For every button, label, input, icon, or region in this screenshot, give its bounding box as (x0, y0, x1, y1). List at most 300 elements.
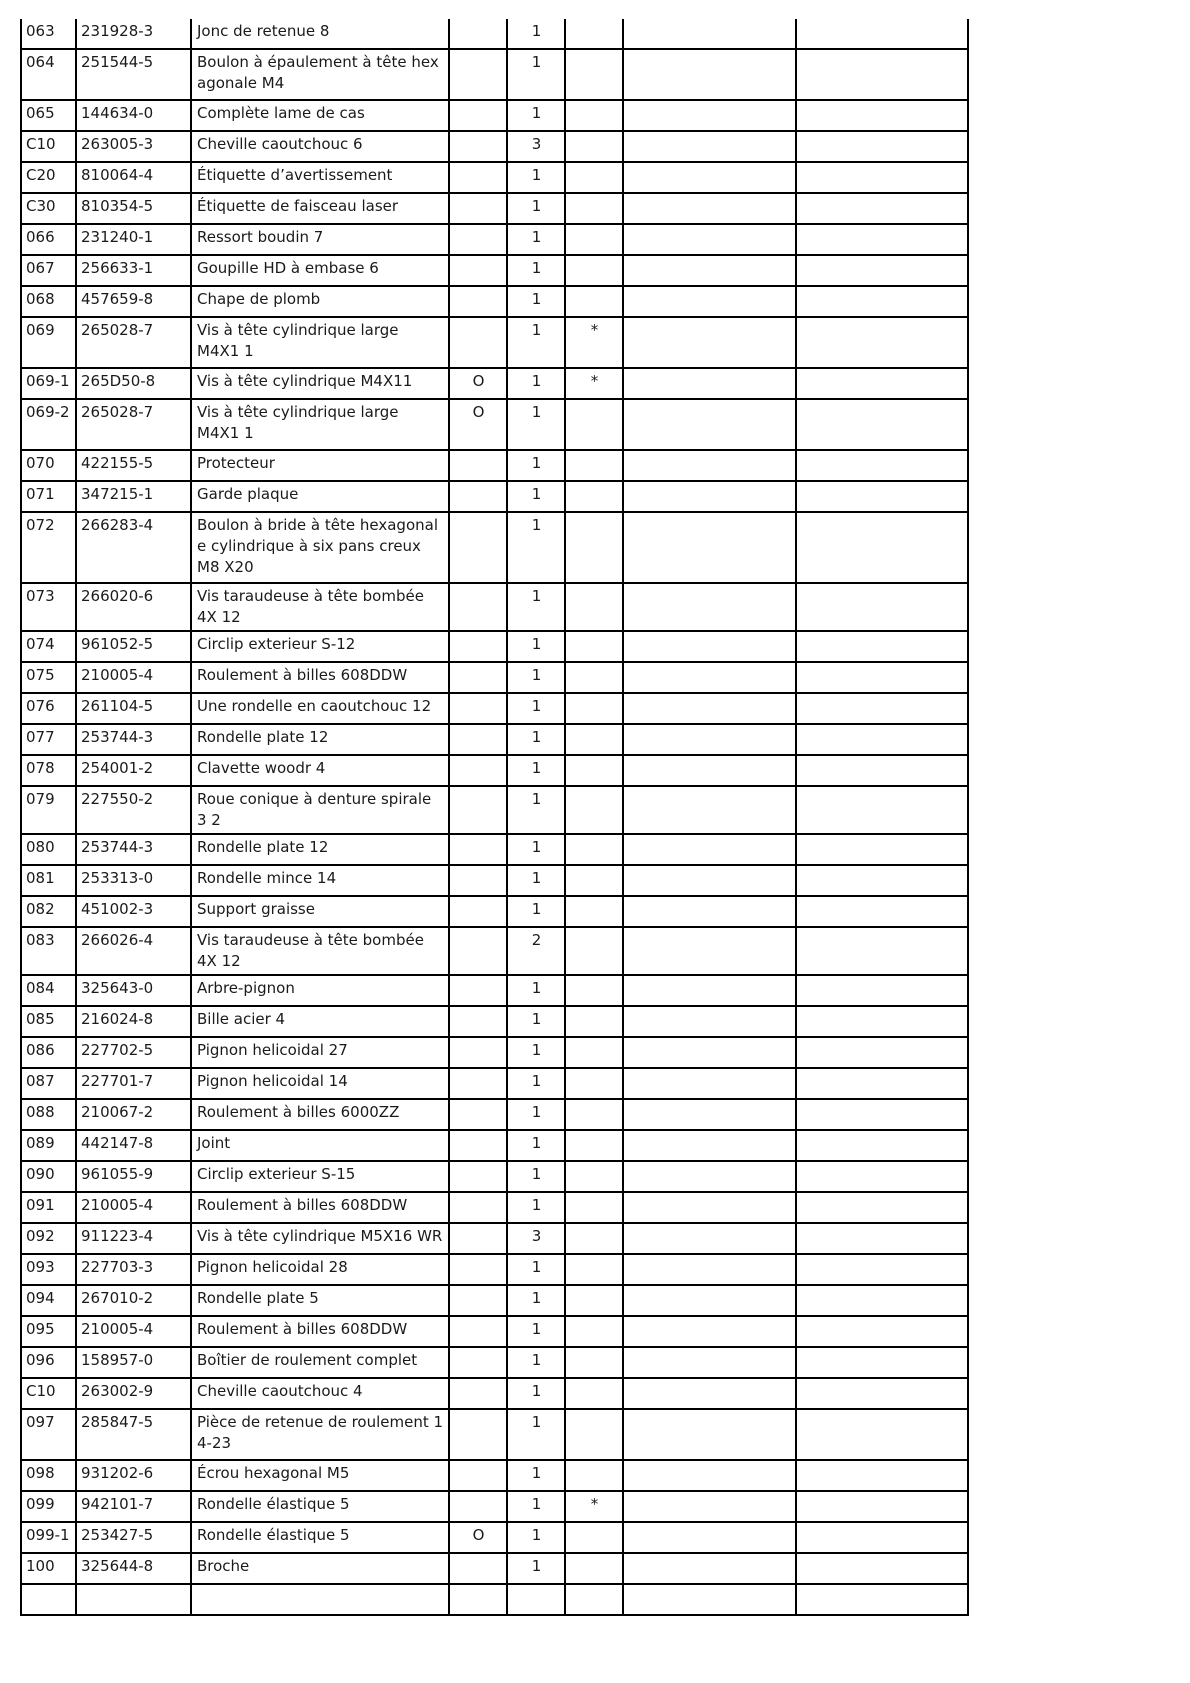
empty-cell (623, 100, 796, 131)
table-row (21, 755, 968, 786)
quantity-cell: 1 (507, 724, 565, 755)
option-mark-cell (449, 1223, 507, 1254)
option-mark-cell (449, 693, 507, 724)
empty-cell (796, 450, 968, 481)
option-mark-cell (449, 1378, 507, 1409)
table-row (21, 662, 968, 693)
option-mark-cell (449, 1553, 507, 1584)
option-mark-cell (449, 1099, 507, 1130)
empty-cell (796, 927, 968, 975)
note-mark-cell (565, 834, 623, 865)
part-number-cell: 231928-3 (76, 19, 191, 49)
empty-cell (623, 865, 796, 896)
option-mark-cell (449, 286, 507, 317)
quantity-cell: 1 (507, 1347, 565, 1378)
table-row (21, 1553, 968, 1584)
table-row (21, 927, 968, 975)
option-mark-cell (449, 1161, 507, 1192)
ref-number-cell: 074 (21, 631, 76, 662)
quantity-cell: 1 (507, 1409, 565, 1460)
part-number-cell: 263005-3 (76, 131, 191, 162)
description-cell: Circlip exterieur S-15 (191, 1161, 449, 1192)
ref-number-cell: 067 (21, 255, 76, 286)
empty-cell (623, 834, 796, 865)
part-number-cell: 266026-4 (76, 927, 191, 975)
quantity-cell: 1 (507, 193, 565, 224)
empty-cell (796, 399, 968, 450)
table-row (21, 131, 968, 162)
part-number-cell: 942101-7 (76, 1491, 191, 1522)
note-mark-cell (565, 1316, 623, 1347)
empty-cell (796, 512, 968, 583)
option-mark-cell (449, 1037, 507, 1068)
ref-number-cell: 070 (21, 450, 76, 481)
empty-cell (796, 1409, 968, 1460)
note-mark-cell (565, 1223, 623, 1254)
empty-cell (796, 834, 968, 865)
ref-number-cell: 092 (21, 1223, 76, 1254)
empty-cell (623, 1130, 796, 1161)
ref-number-cell: 097 (21, 1409, 76, 1460)
description-cell: Vis à tête cylindrique large M4X1 1 (191, 317, 449, 368)
ref-number-cell: C30 (21, 193, 76, 224)
note-mark-cell (565, 131, 623, 162)
empty-cell (623, 1192, 796, 1223)
ref-number-cell: 072 (21, 512, 76, 583)
description-cell: Roulement à billes 608DDW (191, 1192, 449, 1223)
part-number-cell: 961052-5 (76, 631, 191, 662)
quantity-cell: 2 (507, 927, 565, 975)
quantity-cell: 1 (507, 224, 565, 255)
description-cell: Broche (191, 1553, 449, 1584)
table-row (21, 224, 968, 255)
table-row (21, 1254, 968, 1285)
note-mark-cell: * (565, 317, 623, 368)
empty-cell (796, 865, 968, 896)
part-number-cell: 253427-5 (76, 1522, 191, 1553)
quantity-cell: 1 (507, 1130, 565, 1161)
quantity-cell: 1 (507, 975, 565, 1006)
option-mark-cell (449, 224, 507, 255)
option-mark-cell (449, 317, 507, 368)
empty-cell (796, 975, 968, 1006)
quantity-cell: 1 (507, 100, 565, 131)
part-number-cell: 810354-5 (76, 193, 191, 224)
option-mark-cell (449, 450, 507, 481)
note-mark-cell (565, 399, 623, 450)
note-mark-cell (565, 631, 623, 662)
part-number-cell: 266283-4 (76, 512, 191, 583)
note-mark-cell (565, 1522, 623, 1553)
empty-cell (623, 19, 796, 49)
description-cell: Rondelle élastique 5 (191, 1522, 449, 1553)
empty-cell (796, 1316, 968, 1347)
description-cell: Roue conique à denture spirale 3 2 (191, 786, 449, 834)
option-mark-cell (449, 662, 507, 693)
option-mark-cell (449, 1254, 507, 1285)
ref-number-cell: 064 (21, 49, 76, 100)
empty-cell (623, 1037, 796, 1068)
table-row (21, 1584, 968, 1615)
quantity-cell: 1 (507, 286, 565, 317)
part-number-cell: 442147-8 (76, 1130, 191, 1161)
table-row (21, 631, 968, 662)
description-cell: Rondelle élastique 5 (191, 1491, 449, 1522)
note-mark-cell (565, 481, 623, 512)
empty-cell (796, 131, 968, 162)
option-mark-cell (449, 1460, 507, 1491)
ref-number-cell: 081 (21, 865, 76, 896)
empty-cell (623, 1409, 796, 1460)
empty-cell (623, 193, 796, 224)
table-row (21, 481, 968, 512)
description-cell: Pignon helicoidal 28 (191, 1254, 449, 1285)
empty-cell (623, 755, 796, 786)
table-row (21, 193, 968, 224)
part-number-cell: 457659-8 (76, 286, 191, 317)
part-number-cell: 265D50-8 (76, 368, 191, 399)
empty-cell (796, 1223, 968, 1254)
empty-cell (796, 286, 968, 317)
quantity-cell: 1 (507, 693, 565, 724)
option-mark-cell (449, 786, 507, 834)
empty-cell (623, 1522, 796, 1553)
note-mark-cell (565, 693, 623, 724)
part-number-cell: 253744-3 (76, 834, 191, 865)
empty-cell (796, 631, 968, 662)
empty-cell (796, 724, 968, 755)
empty-cell (623, 1006, 796, 1037)
ref-number-cell: 079 (21, 786, 76, 834)
ref-number-cell: 084 (21, 975, 76, 1006)
quantity-cell: 1 (507, 368, 565, 399)
quantity-cell: 3 (507, 1223, 565, 1254)
ref-number-cell: 077 (21, 724, 76, 755)
table-row (21, 1491, 968, 1522)
option-mark-cell (449, 975, 507, 1006)
empty-cell (796, 755, 968, 786)
quantity-cell: 1 (507, 755, 565, 786)
option-mark-cell (449, 834, 507, 865)
part-number-cell: 253313-0 (76, 865, 191, 896)
empty-cell (623, 1347, 796, 1378)
option-mark-cell (449, 583, 507, 631)
option-mark-cell (449, 1316, 507, 1347)
table-row (21, 49, 968, 100)
ref-number-cell: 083 (21, 927, 76, 975)
table-row (21, 19, 968, 49)
note-mark-cell (565, 255, 623, 286)
note-mark-cell (565, 1099, 623, 1130)
option-mark-cell (449, 1192, 507, 1223)
ref-number-cell: 090 (21, 1161, 76, 1192)
option-mark-cell (449, 162, 507, 193)
table-row (21, 1037, 968, 1068)
part-number-cell: 231240-1 (76, 224, 191, 255)
quantity-cell: 1 (507, 162, 565, 193)
option-mark-cell (449, 927, 507, 975)
part-number-cell: 285847-5 (76, 1409, 191, 1460)
note-mark-cell (565, 975, 623, 1006)
empty-cell (623, 1099, 796, 1130)
empty-cell (796, 1522, 968, 1553)
ref-number-cell: 075 (21, 662, 76, 693)
description-cell: Étiquette de faisceau laser (191, 193, 449, 224)
part-number-cell: 325644-8 (76, 1553, 191, 1584)
table-row (21, 1223, 968, 1254)
note-mark-cell (565, 1347, 623, 1378)
table-row (21, 865, 968, 896)
ref-number-cell: 093 (21, 1254, 76, 1285)
option-mark-cell (449, 512, 507, 583)
table-row (21, 975, 968, 1006)
part-number-cell: 210067-2 (76, 1099, 191, 1130)
table-row (21, 786, 968, 834)
empty-cell (796, 481, 968, 512)
part-number-cell: 347215-1 (76, 481, 191, 512)
note-mark-cell (565, 193, 623, 224)
table-row (21, 162, 968, 193)
quantity-cell: 3 (507, 131, 565, 162)
table-row (21, 1099, 968, 1130)
empty-cell (623, 1316, 796, 1347)
ref-number-cell: 086 (21, 1037, 76, 1068)
quantity-cell: 1 (507, 1037, 565, 1068)
empty-cell (796, 786, 968, 834)
option-mark-cell: O (449, 368, 507, 399)
option-mark-cell (449, 865, 507, 896)
quantity-cell: 1 (507, 1491, 565, 1522)
option-mark-cell: O (449, 1522, 507, 1553)
empty-cell (796, 224, 968, 255)
empty-cell (623, 786, 796, 834)
note-mark-cell (565, 100, 623, 131)
part-number-cell (76, 1584, 191, 1615)
ref-number-cell: 073 (21, 583, 76, 631)
quantity-cell: 1 (507, 1254, 565, 1285)
option-mark-cell (449, 1006, 507, 1037)
empty-cell (623, 1553, 796, 1584)
ref-number-cell: 065 (21, 100, 76, 131)
quantity-cell: 1 (507, 1006, 565, 1037)
table-row (21, 255, 968, 286)
description-cell: Vis taraudeuse à tête bombée 4X 12 (191, 927, 449, 975)
option-mark-cell (449, 1130, 507, 1161)
table-row (21, 1068, 968, 1099)
table-row (21, 1409, 968, 1460)
part-number-cell: 158957-0 (76, 1347, 191, 1378)
option-mark-cell: O (449, 399, 507, 450)
empty-cell (796, 193, 968, 224)
empty-cell (796, 1130, 968, 1161)
empty-cell (796, 1099, 968, 1130)
description-cell: Roulement à billes 608DDW (191, 1316, 449, 1347)
description-cell: Protecteur (191, 450, 449, 481)
part-number-cell: 265028-7 (76, 399, 191, 450)
part-number-cell: 266020-6 (76, 583, 191, 631)
quantity-cell: 1 (507, 583, 565, 631)
description-cell: Étiquette d’avertissement (191, 162, 449, 193)
table-row (21, 368, 968, 399)
ref-number-cell: 095 (21, 1316, 76, 1347)
empty-cell (623, 317, 796, 368)
empty-cell (623, 583, 796, 631)
empty-cell (623, 512, 796, 583)
empty-cell (623, 368, 796, 399)
empty-cell (796, 162, 968, 193)
description-cell: Ressort boudin 7 (191, 224, 449, 255)
empty-cell (623, 399, 796, 450)
table-row (21, 1006, 968, 1037)
description-cell: Chape de plomb (191, 286, 449, 317)
description-cell: Rondelle plate 5 (191, 1285, 449, 1316)
part-number-cell: 325643-0 (76, 975, 191, 1006)
ref-number-cell: 094 (21, 1285, 76, 1316)
description-cell: Jonc de retenue 8 (191, 19, 449, 49)
option-mark-cell (449, 1068, 507, 1099)
empty-cell (796, 49, 968, 100)
ref-number-cell: 082 (21, 896, 76, 927)
quantity-cell: 1 (507, 1460, 565, 1491)
ref-number-cell: 100 (21, 1553, 76, 1584)
quantity-cell: 1 (507, 896, 565, 927)
empty-cell (796, 1347, 968, 1378)
note-mark-cell (565, 1254, 623, 1285)
empty-cell (623, 131, 796, 162)
ref-number-cell: C10 (21, 131, 76, 162)
quantity-cell: 1 (507, 317, 565, 368)
empty-cell (796, 693, 968, 724)
note-mark-cell (565, 1285, 623, 1316)
empty-cell (623, 1254, 796, 1285)
part-number-cell: 253744-3 (76, 724, 191, 755)
empty-cell (796, 1460, 968, 1491)
empty-cell (796, 1192, 968, 1223)
quantity-cell: 1 (507, 1522, 565, 1553)
option-mark-cell (449, 724, 507, 755)
description-cell: Boîtier de roulement complet (191, 1347, 449, 1378)
empty-cell (623, 255, 796, 286)
empty-cell (796, 1161, 968, 1192)
empty-cell (623, 1223, 796, 1254)
quantity-cell: 1 (507, 19, 565, 49)
quantity-cell: 1 (507, 1161, 565, 1192)
option-mark-cell (449, 255, 507, 286)
ref-number-cell: 066 (21, 224, 76, 255)
note-mark-cell (565, 1161, 623, 1192)
empty-cell (796, 19, 968, 49)
ref-number-cell: 080 (21, 834, 76, 865)
empty-cell (796, 1037, 968, 1068)
quantity-cell: 1 (507, 1099, 565, 1130)
empty-cell (623, 481, 796, 512)
description-cell: Support graisse (191, 896, 449, 927)
note-mark-cell (565, 1037, 623, 1068)
table-row (21, 1522, 968, 1553)
note-mark-cell: * (565, 368, 623, 399)
empty-cell (796, 1006, 968, 1037)
empty-cell (796, 1584, 968, 1615)
description-cell: Pignon helicoidal 14 (191, 1068, 449, 1099)
note-mark-cell (565, 450, 623, 481)
quantity-cell: 1 (507, 49, 565, 100)
part-number-cell: 227701-7 (76, 1068, 191, 1099)
empty-cell (623, 286, 796, 317)
quantity-cell: 1 (507, 1553, 565, 1584)
description-cell: Pièce de retenue de roulement 1 4-23 (191, 1409, 449, 1460)
table-row (21, 1130, 968, 1161)
part-number-cell: 227550-2 (76, 786, 191, 834)
ref-number-cell: 078 (21, 755, 76, 786)
quantity-cell (507, 1584, 565, 1615)
empty-cell (623, 662, 796, 693)
table-row (21, 317, 968, 368)
quantity-cell: 1 (507, 631, 565, 662)
part-number-cell: 265028-7 (76, 317, 191, 368)
description-cell: Rondelle plate 12 (191, 724, 449, 755)
empty-cell (796, 1254, 968, 1285)
part-number-cell: 210005-4 (76, 1192, 191, 1223)
note-mark-cell (565, 865, 623, 896)
empty-cell (796, 662, 968, 693)
option-mark-cell (449, 1347, 507, 1378)
part-number-cell: 810064-4 (76, 162, 191, 193)
quantity-cell: 1 (507, 1378, 565, 1409)
empty-cell (796, 1553, 968, 1584)
empty-cell (623, 927, 796, 975)
ref-number-cell: C10 (21, 1378, 76, 1409)
note-mark-cell (565, 1192, 623, 1223)
quantity-cell: 1 (507, 1316, 565, 1347)
part-number-cell: 254001-2 (76, 755, 191, 786)
part-number-cell: 451002-3 (76, 896, 191, 927)
description-cell: Bille acier 4 (191, 1006, 449, 1037)
empty-cell (796, 1491, 968, 1522)
description-cell: Goupille HD à embase 6 (191, 255, 449, 286)
table-row (21, 512, 968, 583)
part-number-cell: 263002-9 (76, 1378, 191, 1409)
note-mark-cell (565, 1553, 623, 1584)
table-row (21, 1161, 968, 1192)
description-cell: Circlip exterieur S-12 (191, 631, 449, 662)
ref-number-cell: 063 (21, 19, 76, 49)
description-cell: Boulon à bride à tête hexagonal e cylindrique à six pans creux M8 X20 (191, 512, 449, 583)
option-mark-cell (449, 49, 507, 100)
description-cell (191, 1584, 449, 1615)
empty-cell (623, 450, 796, 481)
empty-cell (796, 583, 968, 631)
note-mark-cell (565, 286, 623, 317)
empty-cell (796, 1378, 968, 1409)
description-cell: Une rondelle en caoutchouc 12 (191, 693, 449, 724)
ref-number-cell: 069-1 (21, 368, 76, 399)
note-mark-cell (565, 1006, 623, 1037)
note-mark-cell (565, 49, 623, 100)
description-cell: Cheville caoutchouc 4 (191, 1378, 449, 1409)
note-mark-cell (565, 583, 623, 631)
ref-number-cell: C20 (21, 162, 76, 193)
ref-number-cell: 089 (21, 1130, 76, 1161)
ref-number-cell: 069-2 (21, 399, 76, 450)
quantity-cell: 1 (507, 450, 565, 481)
ref-number-cell: 096 (21, 1347, 76, 1378)
quantity-cell: 1 (507, 481, 565, 512)
empty-cell (796, 1068, 968, 1099)
empty-cell (796, 896, 968, 927)
description-cell: Roulement à billes 6000ZZ (191, 1099, 449, 1130)
note-mark-cell (565, 1068, 623, 1099)
table-row (21, 1316, 968, 1347)
